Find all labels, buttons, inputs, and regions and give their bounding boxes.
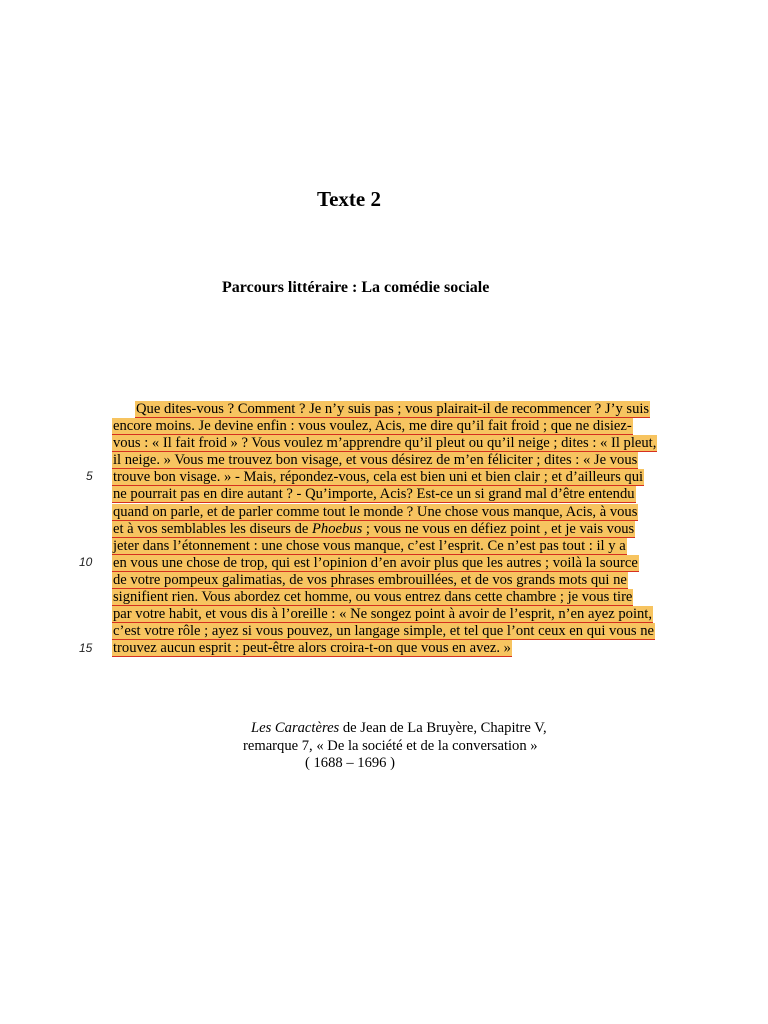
citation-author-chapter: de Jean de La Bruyère, Chapitre V, — [339, 720, 547, 736]
highlighted-text — [112, 589, 633, 606]
passage-line — [112, 418, 702, 435]
passage-line — [112, 469, 702, 486]
text-segment: encore moins. Je devine enfin : vous voulez, Acis, me dire qu’il fait froid ; que ne disiez- — [113, 418, 632, 435]
passage-line — [112, 623, 702, 640]
document-title: Texte 2 — [317, 187, 381, 211]
line-number-10: 10 — [79, 555, 93, 569]
highlighted-text — [112, 521, 635, 538]
passage-line — [112, 606, 702, 623]
passage-line — [112, 486, 702, 503]
passage-line — [112, 401, 702, 418]
highlighted-text — [112, 452, 638, 469]
highlighted-text — [112, 606, 653, 623]
document-subtitle: Parcours littéraire : La comédie sociale — [222, 279, 490, 296]
work-title: Les Caractères — [251, 720, 340, 736]
italic-word: Phoebus — [312, 520, 363, 537]
passage-line — [112, 521, 702, 538]
highlighted-text — [112, 623, 655, 640]
citation-line-1 — [251, 720, 547, 738]
text-segment: ; vous ne vous en défiez point , et je vais vous — [362, 520, 635, 537]
text-segment: en vous une chose de trop, qui est l’opinion d’en avoir plus que les autres ; voilà la source — [113, 554, 638, 571]
passage-line — [112, 435, 702, 452]
text-segment: quand on parle, et de parler comme tout le monde ? Une chose vous manque, Acis, à vous — [113, 503, 638, 520]
text-segment: c’est votre rôle ; ayez si vous pouvez, un langage simple, et tel que l’ont ceux en qui vous ne — [113, 623, 655, 640]
text-segment: Que dites-vous ? Comment ? Je n’y suis pas ; vous plairait-il de recommencer ? J’y suis — [136, 401, 650, 417]
passage-line — [112, 504, 702, 521]
passage-line — [112, 640, 702, 657]
passage-line — [112, 452, 702, 469]
text-segment: jeter dans l’étonnement : une chose vous manque, c’est l’esprit. Ce n’est pas tout : il y a — [113, 537, 626, 554]
highlighted-text — [112, 469, 644, 486]
highlighted-text — [112, 538, 627, 555]
line-number-15: 15 — [79, 641, 93, 655]
text-segment: ne pourrait pas en dire autant ? - Qu’importe, Acis? Est-ce un si grand mal d’être entendu — [113, 486, 635, 503]
passage-line — [112, 538, 702, 555]
highlighted-text — [112, 572, 628, 589]
highlighted-text — [112, 640, 512, 657]
line-number-5: 5 — [86, 469, 93, 483]
highlighted-text — [135, 401, 650, 418]
text-segment: trouve bon visage. » - Mais, répondez-vous, cela est bien uni et bien clair ; et d’ailleurs qui — [113, 469, 644, 486]
passage-line — [112, 589, 702, 606]
text-segment: signifient rien. Vous abordez cet homme, ou vous entrez dans cette chambre ; je vous tire — [113, 589, 633, 606]
citation-dates: ( 1688 – 1696 ) — [305, 755, 395, 772]
passage-line — [112, 555, 702, 572]
highlighted-text — [112, 418, 633, 435]
text-segment: trouvez aucun esprit : peut-être alors croira-t-on que vous en avez. » — [113, 640, 511, 657]
highlighted-text — [112, 486, 636, 503]
text-segment: il neige. » Vous me trouvez bon visage, et vous désirez de m’en féliciter ; dites : « Je vous — [113, 452, 638, 469]
text-segment: et à vos semblables les diseurs de — [113, 520, 312, 537]
citation-line-2: remarque 7, « De la société et de la conversation » — [243, 737, 538, 754]
highlighted-text — [112, 555, 639, 572]
text-segment: vous : « Il fait froid » ? Vous voulez m’apprendre qu’il pleut ou qu’il neige ; dites : « Il pleut, — [113, 435, 657, 452]
text-segment: par votre habit, et vous dis à l’oreille : « Ne songez point à avoir de l’esprit, n’en ayez point, — [113, 606, 652, 623]
text-segment: de votre pompeux galimatias, de vos phrases embrouillées, et de vos grands mots qui ne — [113, 571, 627, 588]
highlighted-text — [112, 435, 657, 452]
passage-line — [112, 572, 702, 589]
highlighted-passage — [112, 401, 702, 657]
highlighted-text — [112, 504, 638, 521]
